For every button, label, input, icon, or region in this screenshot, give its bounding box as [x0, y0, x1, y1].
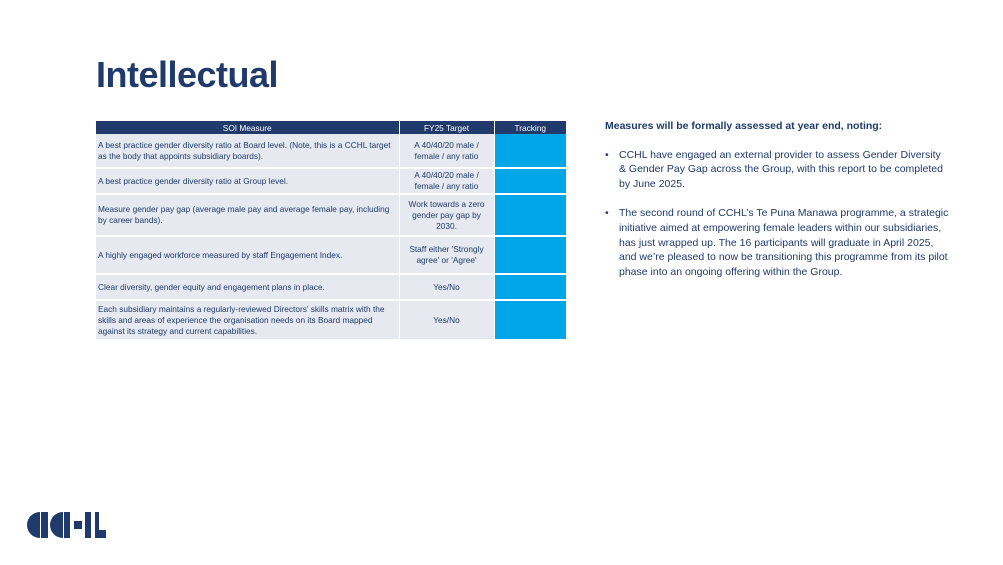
bullet-dot-icon: •: [605, 207, 609, 220]
tracking-cell: [494, 134, 566, 168]
table-row: [96, 274, 566, 300]
table-row: [96, 168, 566, 194]
measure-cell: A best practice gender diversity ratio at Group level.: [96, 168, 399, 194]
target-cell: A 40/40/20 male / female / any ratio: [399, 168, 494, 194]
notes-panel: [605, 119, 950, 294]
tracking-cell: [494, 236, 566, 274]
measure-cell: Each subsidiary maintains a regularly-reviewed Directors’ skills matrix with the skills and areas of experience the organisation needs on its Board mapped against its strategy and current capabilities.: [96, 300, 399, 340]
note-bullet: [605, 148, 950, 192]
measure-cell: Measure gender pay gap (average male pay and average female pay, including by career bands).: [96, 194, 399, 236]
table-row: [96, 134, 566, 168]
target-cell: A 40/40/20 male / female / any ratio: [399, 134, 494, 168]
header-fy25-target: FY25 Target: [399, 121, 494, 134]
table-row: [96, 236, 566, 274]
note-bullet: [605, 206, 950, 279]
table-row: [96, 194, 566, 236]
table-header-row: [96, 121, 566, 134]
tracking-cell: [494, 194, 566, 236]
note-text: The second round of CCHL’s Te Puna Manawa programme, a strategic initiative aimed at empowering female leaders within our subsidiaries, has just wrapped up. The 16 participants will graduate in April 2025, and we’re pleased to now be transitioning this programme from its pilot phase into an ongoing offering within the Group.: [619, 207, 949, 278]
notes-heading: Measures will be formally assessed at year end, noting:: [605, 120, 883, 132]
measure-cell: A best practice gender diversity ratio at Board level. (Note, this is a CCHL target as the body that appoints subsidiary boards).: [96, 134, 399, 168]
soi-measures-table: [96, 121, 566, 341]
header-tracking: Tracking: [494, 121, 566, 134]
cchl-logo: [27, 511, 107, 539]
page-title: Intellectual: [96, 54, 279, 95]
target-cell: Yes/No: [399, 274, 494, 300]
measure-cell: Clear diversity, gender equity and engagement plans in place.: [96, 274, 399, 300]
tracking-cell: [494, 274, 566, 300]
target-cell: Yes/No: [399, 300, 494, 340]
target-cell: Staff either 'Strongly agree' or 'Agree': [399, 236, 494, 274]
header-soi-measure: SOI Measure: [96, 121, 399, 134]
tracking-cell: [494, 300, 566, 340]
measure-cell: A highly engaged workforce measured by staff Engagement Index.: [96, 236, 399, 274]
table-row: [96, 300, 566, 340]
tracking-cell: [494, 168, 566, 194]
target-cell: Work towards a zero gender pay gap by 2030.: [399, 194, 494, 236]
note-text: CCHL have engaged an external provider to assess Gender Diversity & Gender Pay Gap across the Group, with this report to be completed by June 2025.: [619, 148, 943, 190]
bullet-dot-icon: •: [605, 148, 609, 161]
cchl-logo-icon: [27, 511, 107, 539]
